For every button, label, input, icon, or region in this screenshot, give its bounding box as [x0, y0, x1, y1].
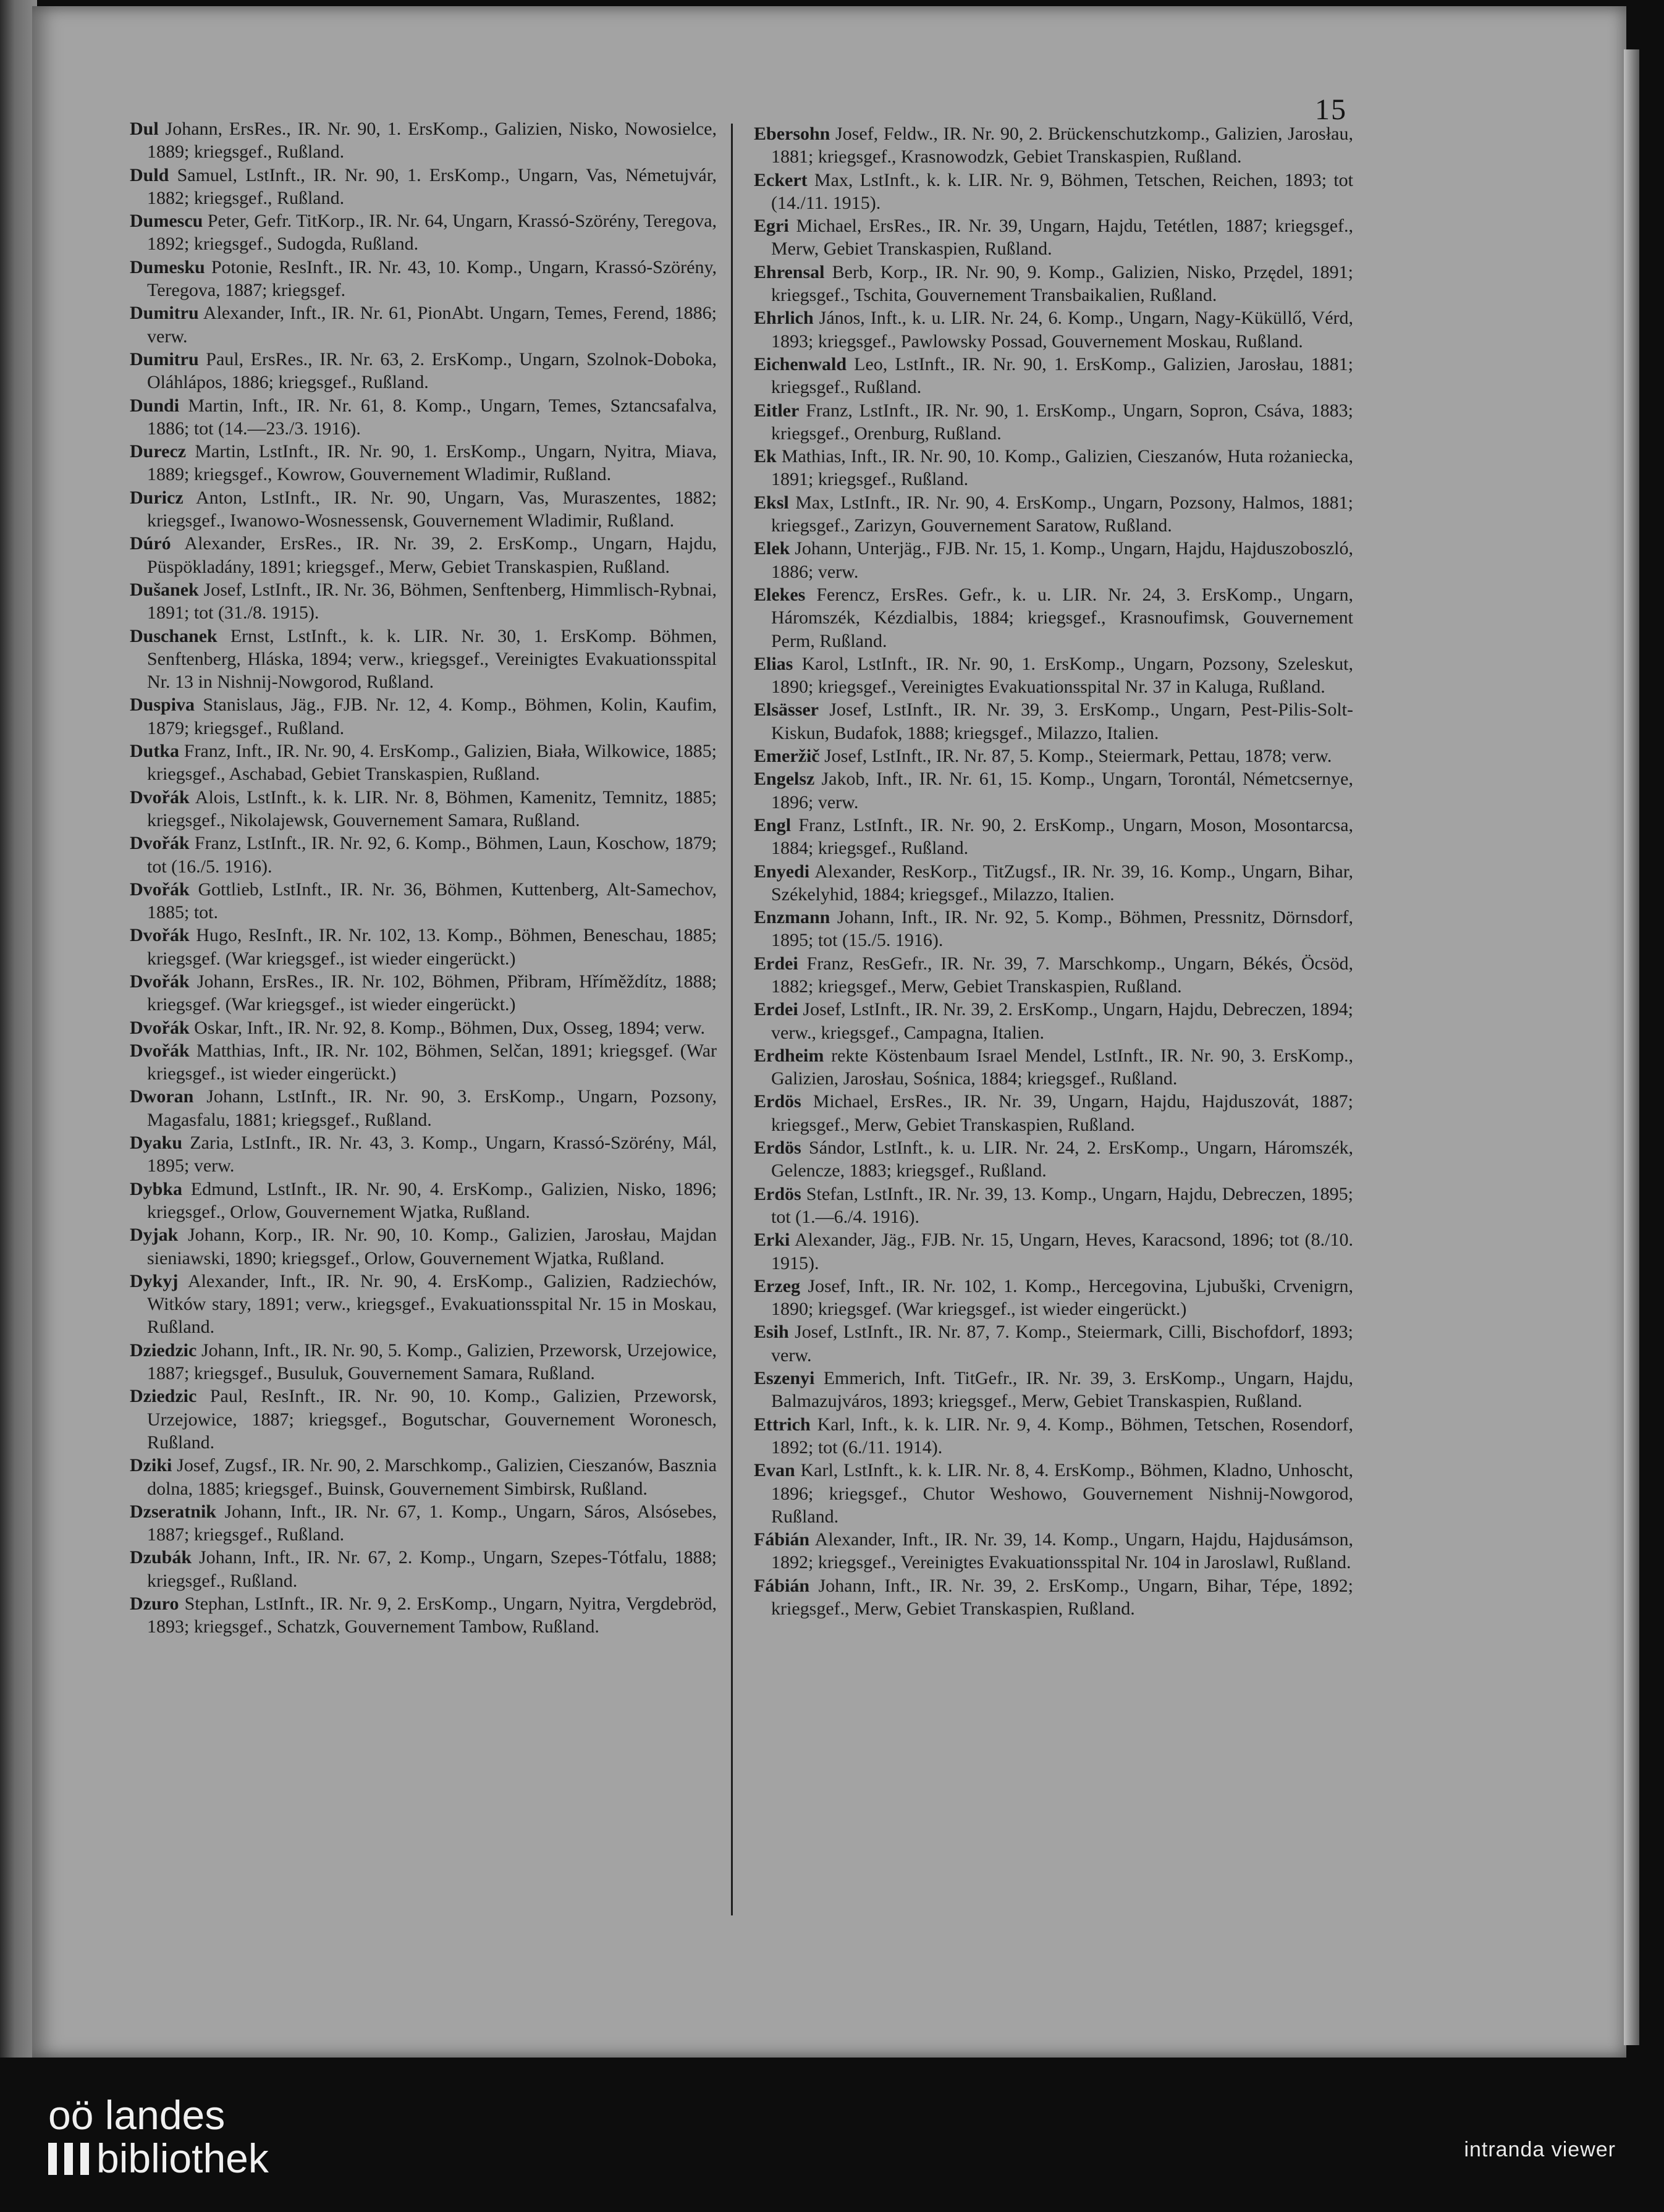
entry-details: Franz, LstInft., IR. Nr. 90, 1. ErsKomp., Ungarn, Sopron, Csáva, 1883; kriegsgef., Orenburg, Rußland.: [771, 400, 1354, 444]
entry-surname: Dyjak: [130, 1225, 179, 1246]
entry-details: Jakob, Inft., IR. Nr. 61, 15. Komp., Ungarn, Torontál, Németcsernye, 1896; verw.: [771, 769, 1353, 813]
entry-surname: Dvořák: [130, 1040, 190, 1061]
register-entry: [754, 1275, 1353, 1321]
register-entry: [130, 117, 717, 164]
viewer-label[interactable]: intranda viewer: [1464, 2138, 1616, 2161]
entry-details: Josef, Inft., IR. Nr. 102, 1. Komp., Hercegovina, Ljubuški, Crvenigrn, 1890; kriegsgef. (War kriegsgef., ist wieder eingerückt.): [771, 1275, 1353, 1320]
register-entry: [130, 924, 717, 970]
register-entry: [754, 1320, 1353, 1367]
register-entry: [130, 486, 717, 533]
entry-surname: Enyedi: [754, 861, 810, 882]
entry-surname: Erdei: [754, 953, 798, 974]
register-entry: [130, 1339, 717, 1385]
entry-surname: Eszenyi: [754, 1368, 815, 1389]
entry-surname: Dumescu: [130, 211, 203, 232]
register-entry: [754, 445, 1353, 491]
register-entry: [130, 1500, 717, 1547]
entry-surname: Erdei: [754, 999, 798, 1020]
entry-details: Mathias, Inft., IR. Nr. 90, 10. Komp., Galizien, Cieszanów, Huta rożaniecka, 1891; kriegsgef., Rußland.: [771, 446, 1354, 490]
entry-surname: Dul: [130, 119, 159, 139]
entry-surname: Ehrlich: [754, 308, 814, 329]
register-entry: [130, 1223, 717, 1270]
register-entry: [754, 399, 1353, 445]
entry-surname: Dumitru: [130, 348, 199, 369]
entry-details: Stephan, LstInft., IR. Nr. 9, 2. ErsKomp., Ungarn, Nyitra, Vergdebröd, 1893; kriegsgef., Schatzk, Gouvernement Tambow, Rußland.: [147, 1594, 717, 1637]
entry-details: Alexander, ErsRes., IR. Nr. 39, 2. ErsKomp., Ungarn, Hajdu, Püspökladány, 1891; kriegsgef., Merw, Gebiet Transkaspien, Rußland.: [147, 533, 717, 577]
entry-details: Josef, LstInft., IR. Nr. 39, 3. ErsKomp., Ungarn, Pest-Pilis-Solt-Kiskun, Budafok, 1888; kriegsgef., Milazzo, Italien.: [771, 699, 1354, 743]
entry-surname: Elekes: [754, 584, 806, 605]
entry-surname: Elek: [754, 538, 790, 559]
entry-surname: Dvořák: [130, 787, 190, 808]
entry-surname: Dybka: [130, 1178, 183, 1199]
page-number: 15: [1315, 93, 1347, 126]
entry-details: Johann, Inft., IR. Nr. 67, 1. Komp., Ungarn, Sáros, Alsósebes, 1887; kriegsgef., Rußland.: [147, 1501, 717, 1545]
entry-surname: Dzseratnik: [130, 1501, 216, 1522]
register-entry: [754, 1228, 1353, 1275]
entry-details: Josef, Zugsf., IR. Nr. 90, 2. Marschkomp., Galizien, Cieszanów, Basznia dolna, 1885; kriegsgef., Buinsk, Gouvernement Simbirsk, Rußland.: [147, 1455, 717, 1499]
entry-details: Hugo, ResInft., IR. Nr. 102, 13. Komp., Böhmen, Beneschau, 1885; kriegsgef. (War kriegsgef., ist wieder eingerückt.): [147, 925, 717, 969]
entry-surname: Dworan: [130, 1086, 194, 1107]
register-entry: [130, 1178, 717, 1224]
register-entry: [754, 537, 1353, 583]
entry-surname: Dvořák: [130, 1017, 190, 1038]
entry-surname: Emeržič: [754, 746, 820, 767]
entry-details: Alois, LstInft., k. k. LIR. Nr. 8, Böhmen, Kamenitz, Temnitz, 1885; kriegsgef., Nikolajewsk, Gouvernement Samara, Rußland.: [147, 787, 717, 830]
entry-details: Johann, ErsRes., IR. Nr. 90, 1. ErsKomp., Galizien, Nisko, Nowosielce, 1889; kriegsgef., Rußland.: [147, 119, 717, 163]
register-entry: [130, 532, 717, 578]
register-entry: [754, 814, 1353, 860]
register-entry: [130, 1546, 717, 1592]
register-entry: [130, 440, 717, 486]
register-entry: [130, 1385, 717, 1454]
register-entry: [754, 1459, 1353, 1528]
entry-surname: Egri: [754, 216, 789, 237]
entry-surname: Enzmann: [754, 907, 830, 928]
register-entry: [130, 1592, 717, 1639]
entry-surname: Esih: [754, 1322, 789, 1343]
register-entry: [754, 952, 1353, 998]
register-entry: [130, 209, 717, 256]
register-entry: [754, 745, 1353, 767]
logo-line-1: oö landes: [48, 2092, 226, 2138]
entry-surname: Erdheim: [754, 1045, 824, 1066]
entry-surname: Dzubák: [130, 1547, 192, 1568]
column-divider: [731, 124, 733, 1915]
entry-details: Ernst, LstInft., k. k. LIR. Nr. 30, 1. ErsKomp. Böhmen, Senftenberg, Hláska, 1894; verw., kriegsgef., Vereinigtes Evakuationsspital Nr. 13 in Nishnij-Nowgorod, Rußland.: [147, 625, 717, 693]
register-entry: [754, 1090, 1353, 1136]
register-entry: [130, 970, 717, 1016]
entry-details: Berb, Korp., IR. Nr. 90, 9. Komp., Galizien, Nisko, Przędel, 1891; kriegsgef., Tschita, Gouvernement Transbaikalien, Rußland.: [771, 261, 1354, 306]
register-entry: [754, 1367, 1353, 1413]
entry-surname: Fábián: [754, 1575, 810, 1596]
entry-details: Martin, LstInft., IR. Nr. 90, 1. ErsKomp., Ungarn, Nyitra, Miava, 1889; kriegsgef., Kowrow, Gouvernement Wladimir, Rußland.: [147, 441, 717, 485]
register-entry: [130, 625, 717, 694]
register-entry: [754, 1413, 1353, 1459]
entry-details: Alexander, Jäg., FJB. Nr. 15, Ungarn, Heves, Karacsond, 1896; tot (8./10. 1915).: [771, 1230, 1353, 1273]
entry-details: Emmerich, Inft. TitGefr., IR. Nr. 39, 3. ErsKomp., Ungarn, Hajdu, Balmazujváros, 1893; kriegsgef., Merw, Gebiet Transkaspien, Rußland.: [771, 1368, 1354, 1412]
entry-surname: Erzeg: [754, 1275, 800, 1296]
entry-surname: Fábián: [754, 1529, 810, 1550]
entry-details: Alexander, Inft., IR. Nr. 39, 14. Komp., Ungarn, Hajdu, Hajdusámson, 1892; kriegsgef., Vereinigtes Evakuationsspital Nr. 104 in Jaroslawl, Rußland.: [771, 1529, 1353, 1573]
entry-surname: Ek: [754, 446, 777, 467]
entry-details: Leo, LstInft., IR. Nr. 90, 1. ErsKomp., Galizien, Jarosłau, 1881; kriegsgef., Rußland.: [771, 353, 1353, 398]
entry-details: Sándor, LstInft., k. u. LIR. Nr. 24, 2. ErsKomp., Ungarn, Háromszék, Gelencze, 1883; kriegsgef., Rußland.: [771, 1138, 1354, 1181]
register-entry: [754, 261, 1353, 307]
entry-surname: Elias: [754, 653, 793, 674]
entry-details: Gottlieb, LstInft., IR. Nr. 36, Böhmen, Kuttenberg, Alt-Samechov, 1885; tot.: [147, 879, 717, 923]
register-entry: [130, 693, 717, 740]
entry-surname: Durecz: [130, 441, 187, 462]
entry-details: Alexander, Inft., IR. Nr. 90, 4. ErsKomp., Galizien, Radziechów, Witków stary, 1891; verw., kriegsgef., Evakuationsspital Nr. 15 in Moskau, Rußland.: [147, 1270, 717, 1338]
left-column: [130, 117, 717, 1639]
register-entry: [130, 256, 717, 302]
register-entry: [754, 860, 1353, 906]
entry-surname: Ebersohn: [754, 124, 830, 144]
entry-details: Potonie, ResInft., IR. Nr. 43, 10. Komp., Ungarn, Krassó-Szörény, Teregova, 1887; kriegsgef.: [147, 256, 717, 301]
entry-details: Johann, Unterjäg., FJB. Nr. 15, 1. Komp., Ungarn, Hajdu, Hajduszoboszló, 1886; verw.: [771, 538, 1354, 582]
register-entry: [754, 583, 1353, 652]
entry-details: Max, LstInft., IR. Nr. 90, 4. ErsKomp., Ungarn, Pozsony, Halmos, 1881; kriegsgef., Zarizyn, Gouvernement Saratow, Rußland.: [771, 492, 1353, 536]
entry-details: Johann, Inft., IR. Nr. 92, 5. Komp., Böhmen, Pressnitz, Dörnsdorf, 1895; tot (15./5. 1916).: [771, 907, 1354, 951]
library-logo[interactable]: [48, 2093, 269, 2180]
entry-surname: Eichenwald: [754, 353, 847, 374]
register-entry: [130, 878, 717, 924]
entry-surname: Erdös: [754, 1138, 801, 1159]
entry-details: Alexander, ResKorp., TitZugsf., IR. Nr. 39, 16. Komp., Ungarn, Bihar, Székelyhid, 1884; kriegsgef., Milazzo, Italien.: [771, 861, 1353, 905]
entry-details: Matthias, Inft., IR. Nr. 102, Böhmen, Selčan, 1891; kriegsgef. (War kriegsgef., ist wieder eingerückt.): [147, 1040, 717, 1084]
entry-details: Josef, LstInft., IR. Nr. 39, 2. ErsKomp., Ungarn, Hajdu, Debreczen, 1894; verw., kriegsgef., Campagna, Italien.: [771, 999, 1354, 1043]
entry-surname: Dumesku: [130, 256, 205, 277]
register-entry: [754, 698, 1353, 745]
register-entry: [130, 1131, 717, 1178]
entry-surname: Engelsz: [754, 769, 815, 790]
entry-surname: Dyaku: [130, 1133, 183, 1154]
entry-surname: Dziedzic: [130, 1340, 197, 1361]
register-entry: [130, 1039, 717, 1086]
entry-surname: Dvořák: [130, 971, 190, 992]
entry-details: Johann, LstInft., IR. Nr. 90, 3. ErsKomp., Ungarn, Pozsony, Magasfalu, 1881; kriegsgef., Rußland.: [147, 1086, 717, 1130]
entry-surname: Elsässer: [754, 699, 819, 720]
entry-details: rekte Köstenbaum Israel Mendel, LstInft., IR. Nr. 90, 3. ErsKomp., Galizien, Jarosłau, Sośnica, 1884; kriegsgef., Rußland.: [771, 1045, 1353, 1089]
entry-details: Johann, Inft., IR. Nr. 39, 2. ErsKomp., Ungarn, Bihar, Tépe, 1892; kriegsgef., Merw, Gebiet Transkaspien, Rußland.: [771, 1575, 1354, 1619]
entry-surname: Dvořák: [130, 879, 190, 900]
entry-details: Karl, LstInft., k. k. LIR. Nr. 8, 4. ErsKomp., Böhmen, Kladno, Unhoscht, 1896; kriegsgef., Chutor Weshowo, Gouvernement Nishnij-Nowgorod, Rußland.: [771, 1460, 1353, 1527]
page-stack-edge: [1624, 49, 1639, 2045]
entry-details: Peter, Gefr. TitKorp., IR. Nr. 64, Ungarn, Krassó-Szörény, Teregova, 1892; kriegsgef., Sudogda, Rußland.: [147, 211, 717, 255]
entry-surname: Dzuro: [130, 1594, 179, 1614]
register-entry: [130, 348, 717, 394]
entry-details: Johann, Inft., IR. Nr. 67, 2. Komp., Ungarn, Szepes-Tótfalu, 1888; kriegsgef., Rußland.: [147, 1547, 717, 1591]
entry-details: Stefan, LstInft., IR. Nr. 39, 13. Komp., Ungarn, Hajdu, Debreczen, 1895; tot (1.—6./4. 1916).: [771, 1183, 1353, 1227]
register-entry: [130, 302, 717, 348]
entry-surname: Dziedzic: [130, 1386, 197, 1407]
entry-details: Michael, ErsRes., IR. Nr. 39, Ungarn, Hajdu, Tetétlen, 1887; kriegsgef., Merw, Gebiet Transkaspien, Rußland.: [771, 216, 1354, 260]
register-entry: [754, 767, 1353, 814]
entry-details: Johann, Inft., IR. Nr. 90, 5. Komp., Galizien, Przeworsk, Urzejowice, 1887; kriegsgef., Busuluk, Gouvernement Samara, Rußland.: [147, 1340, 717, 1384]
register-entry: [130, 1085, 717, 1131]
entry-details: Martin, Inft., IR. Nr. 61, 8. Komp., Ungarn, Temes, Sztancsafalva, 1886; tot (14.—23./3. 1916).: [147, 395, 717, 439]
entry-surname: Dvořák: [130, 833, 190, 854]
entry-details: Josef, LstInft., IR. Nr. 87, 7. Komp., Steiermark, Cilli, Bischofdorf, 1893; verw.: [771, 1322, 1354, 1366]
entry-details: Stanislaus, Jäg., FJB. Nr. 12, 4. Komp., Böhmen, Kolin, Kaufim, 1879; kriegsgef., Rußland.: [147, 694, 717, 738]
adjacent-page-edge: [0, 0, 37, 2058]
entry-surname: Dutka: [130, 741, 180, 762]
entry-details: Anton, LstInft., IR. Nr. 90, Ungarn, Vas, Muraszentes, 1882; kriegsgef., Iwanowo-Wosnessensk, Gouvernement Wladimir, Rußland.: [147, 487, 717, 531]
entry-surname: Eitler: [754, 400, 800, 421]
entry-surname: Ehrensal: [754, 261, 825, 282]
entry-details: Paul, ResInft., IR. Nr. 90, 10. Komp., Galizien, Przeworsk, Urzejowice, 1887; kriegsgef., Bogutschar, Gouvernement Woronesch, Rußland.: [147, 1386, 717, 1453]
entry-details: Ferencz, ErsRes. Gefr., k. u. LIR. Nr. 24, 3. ErsKomp., Ungarn, Háromszék, Kézdialbis, 1884; kriegsgef., Krasnoufimsk, Gouvernement Perm, Rußland.: [771, 584, 1353, 651]
entry-surname: Dundi: [130, 395, 180, 416]
entry-surname: Dykyj: [130, 1270, 179, 1291]
logo-line-2: bibliothek: [96, 2135, 269, 2181]
entry-surname: Eckert: [754, 169, 808, 190]
right-column: [754, 122, 1353, 1620]
register-entry: [754, 998, 1353, 1044]
entry-surname: Evan: [754, 1460, 795, 1481]
register-entry: [130, 578, 717, 625]
entry-details: Samuel, LstInft., IR. Nr. 90, 1. ErsKomp., Ungarn, Vas, Németujvár, 1882; kriegsgef., Rußland.: [147, 164, 717, 208]
register-entry: [754, 652, 1353, 699]
entry-surname: Eksl: [754, 492, 789, 513]
entry-surname: Duld: [130, 164, 169, 185]
register-entry: [130, 1270, 717, 1339]
register-entry: [754, 306, 1353, 353]
entry-details: Johann, Korp., IR. Nr. 90, 10. Komp., Galizien, Jarosłau, Majdan sieniawski, 1890; kriegsgef., Orlow, Gouvernement Wjatka, Rußland.: [147, 1225, 717, 1269]
register-entry: [754, 491, 1353, 538]
entry-surname: Duricz: [130, 487, 184, 508]
entry-details: Zaria, LstInft., IR. Nr. 43, 3. Komp., Ungarn, Krassó-Szörény, Mál, 1895; verw.: [147, 1133, 717, 1176]
entry-surname: Ettrich: [754, 1414, 811, 1435]
register-entry: [754, 1044, 1353, 1091]
entry-surname: Erdös: [754, 1183, 801, 1204]
entry-details: János, Inft., k. u. LIR. Nr. 24, 6. Komp., Ungarn, Nagy-Küküllő, Vérd, 1893; kriegsgef., Pawlowsky Possad, Gouvernement Moskau, Rußland.: [771, 308, 1354, 352]
entry-details: Franz, LstInft., IR. Nr. 92, 6. Komp., Böhmen, Laun, Koschow, 1879; tot (16./5. 1916).: [147, 833, 717, 877]
entry-details: Josef, LstInft., IR. Nr. 87, 5. Komp., Steiermark, Pettau, 1878; verw.: [824, 746, 1332, 767]
entry-surname: Erki: [754, 1230, 790, 1251]
register-entry: [130, 394, 717, 441]
entry-surname: Duschanek: [130, 625, 218, 646]
entry-details: Josef, LstInft., IR. Nr. 36, Böhmen, Senftenberg, Himmlisch-Rybnai, 1891; tot (31./8. 1915).: [147, 579, 717, 623]
register-entry: [754, 214, 1353, 261]
entry-details: Karl, Inft., k. k. LIR. Nr. 9, 4. Komp., Böhmen, Tetschen, Rosendorf, 1892; tot (6./11. 1914).: [771, 1414, 1354, 1458]
register-entry: [754, 353, 1353, 399]
entry-surname: Dvořák: [130, 925, 190, 946]
entry-details: Franz, Inft., IR. Nr. 90, 4. ErsKomp., Galizien, Biała, Wilkowice, 1885; kriegsgef., Aschabad, Gebiet Transkaspien, Rußland.: [147, 741, 717, 785]
entry-details: Oskar, Inft., IR. Nr. 92, 8. Komp., Böhmen, Dux, Osseg, 1894; verw.: [194, 1017, 705, 1038]
entry-surname: Duspiva: [130, 694, 195, 716]
entry-surname: Dúró: [130, 533, 171, 554]
entry-details: Franz, LstInft., IR. Nr. 90, 2. ErsKomp., Ungarn, Moson, Mosontarcsa, 1884; kriegsgef., Rußland.: [771, 814, 1354, 859]
register-entry: [754, 1528, 1353, 1574]
register-entry: [754, 1574, 1353, 1621]
entry-surname: Dušanek: [130, 579, 199, 600]
entry-details: Paul, ErsRes., IR. Nr. 63, 2. ErsKomp., Ungarn, Szolnok-Doboka, Oláhlápos, 1886; kriegsgef., Rußland.: [147, 348, 717, 393]
entry-surname: Erdös: [754, 1091, 801, 1112]
register-entry: [754, 1136, 1353, 1183]
register-entry: [754, 1183, 1353, 1229]
entry-surname: Dumitru: [130, 303, 199, 324]
register-entry: [130, 1016, 717, 1039]
register-entry: [130, 832, 717, 878]
entry-details: Alexander, Inft., IR. Nr. 61, PionAbt. Ungarn, Temes, Ferend, 1886; verw.: [147, 303, 717, 347]
register-entry: [130, 1454, 717, 1500]
entry-surname: Dziki: [130, 1455, 172, 1476]
entry-details: Michael, ErsRes., IR. Nr. 39, Ungarn, Hajdu, Hajduszovát, 1887; kriegsgef., Merw, Gebiet Transkaspien, Rußland.: [771, 1091, 1354, 1135]
register-entry: [754, 122, 1353, 169]
register-entry: [754, 169, 1353, 215]
entry-details: Edmund, LstInft., IR. Nr. 90, 4. ErsKomp., Galizien, Nisko, 1896; kriegsgef., Orlow, Gouvernement Wjatka, Rußland.: [147, 1178, 717, 1222]
entry-surname: Engl: [754, 814, 792, 835]
entry-details: Max, LstInft., k. k. LIR. Nr. 9, Böhmen, Tetschen, Reichen, 1893; tot (14./11. 1915).: [771, 169, 1353, 213]
entry-details: Franz, ResGefr., IR. Nr. 39, 7. Marschkomp., Ungarn, Békés, Öcsöd, 1882; kriegsgef., Merw, Gebiet Transkaspien, Rußland.: [771, 953, 1354, 997]
entry-details: Karol, LstInft., IR. Nr. 90, 1. ErsKomp., Ungarn, Pozsony, Szeleskut, 1890; kriegsgef., Vereinigtes Evakuationsspital Nr. 37 in Kaluga, Rußland.: [771, 653, 1353, 698]
entry-details: Johann, ErsRes., IR. Nr. 102, Böhmen, Přibram, Hříměždítz, 1888; kriegsgef. (War kriegsgef., ist wieder eingerückt.): [147, 971, 717, 1015]
entry-details: Josef, Feldw., IR. Nr. 90, 2. Brückenschutzkomp., Galizien, Jarosłau, 1881; kriegsgef., Krasnowodzk, Gebiet Transkaspien, Rußland.: [771, 124, 1353, 167]
logo-bars-icon: [48, 2143, 89, 2175]
register-entry: [130, 786, 717, 832]
register-entry: [754, 906, 1353, 952]
register-entry: [130, 164, 717, 210]
register-entry: [130, 740, 717, 786]
